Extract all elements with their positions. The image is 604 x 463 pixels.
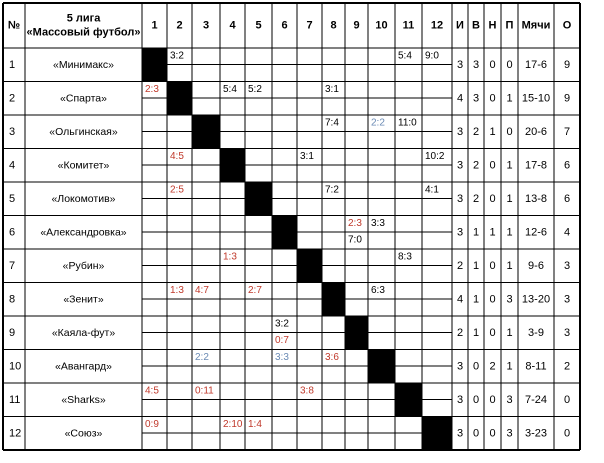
header-opponent: 7 [306, 19, 313, 32]
diagonal-cell [221, 149, 245, 182]
match-score: 1:3 [223, 251, 237, 263]
match-score: 2:3 [145, 84, 159, 95]
stat-l: 3 [506, 393, 513, 406]
stat-w: 0 [472, 393, 480, 406]
stat-l: 3 [506, 293, 513, 306]
stat-d: 0 [489, 192, 496, 205]
header-league-title: 5 лига [66, 12, 101, 25]
team-name: «Ольгинская» [49, 125, 118, 138]
match-score: 3:2 [170, 50, 184, 62]
stat-i: 3 [456, 360, 464, 373]
diagonal-cell [369, 350, 395, 383]
row-number: 2 [9, 92, 16, 105]
match-score: 2:3 [348, 218, 362, 229]
match-score: 5:4 [223, 84, 237, 95]
match-score: 11:0 [398, 117, 417, 129]
stat-d: 0 [489, 427, 496, 440]
stat-i: 4 [456, 293, 464, 306]
match-score: 7:2 [325, 184, 339, 196]
row-number: 7 [9, 259, 16, 272]
stat-d: 1 [489, 125, 496, 138]
stat-d: 0 [489, 293, 496, 306]
match-score: 3:1 [300, 151, 314, 162]
header-opponent: 9 [353, 19, 360, 32]
header-number: № [7, 19, 21, 32]
team-name: «Спарта» [60, 92, 107, 105]
team-name: «Зенит» [63, 293, 104, 306]
stat-goals: 20-6 [524, 125, 548, 138]
team-name: «Союз» [64, 427, 103, 440]
stat-l: 1 [506, 192, 513, 205]
stat-w: 2 [472, 192, 480, 205]
team-name: «Авангард» [55, 360, 112, 373]
match-score: 6:3 [371, 285, 385, 296]
team-name: «Sharks» [61, 393, 106, 406]
header-stat: Н [488, 19, 497, 32]
match-score: 3:2 [275, 318, 289, 330]
stat-w: 2 [472, 125, 480, 138]
stat-pts: 0 [563, 393, 571, 406]
stat-l: 1 [506, 259, 513, 272]
stat-i: 3 [456, 159, 464, 172]
header-opponent: 11 [402, 19, 415, 32]
stat-w: 1 [472, 293, 480, 306]
stat-l: 1 [506, 326, 513, 339]
header-opponent: 1 [151, 19, 158, 32]
stat-goals: 15-10 [521, 92, 551, 105]
header-stat: П [505, 19, 514, 32]
header-stat: И [456, 19, 464, 32]
row-number: 4 [9, 159, 16, 172]
stat-w: 1 [472, 259, 480, 272]
match-score: 2:7 [248, 285, 262, 296]
match-score: 0:9 [145, 419, 159, 430]
row-number: 3 [9, 125, 16, 138]
stat-d: 0 [489, 393, 496, 406]
match-score: 4:5 [170, 151, 184, 162]
stat-goals: 3-9 [528, 326, 544, 339]
header-opponent: 3 [202, 19, 210, 32]
match-score: 5:4 [398, 50, 412, 62]
stat-i: 3 [456, 226, 464, 239]
stat-pts: 9 [563, 92, 571, 105]
match-score: 3:3 [275, 352, 289, 363]
row-number: 11 [9, 393, 21, 406]
stat-pts: 4 [563, 226, 571, 239]
stat-pts: 2 [563, 360, 571, 373]
stat-w: 0 [472, 360, 480, 373]
stat-i: 3 [456, 427, 464, 440]
row-number: 10 [9, 360, 22, 373]
header-stat: Мячи [521, 19, 551, 32]
header-stat: В [472, 19, 480, 32]
stat-goals: 9-6 [528, 259, 544, 272]
row-number: 1 [9, 58, 16, 71]
stat-i: 3 [456, 58, 464, 71]
stat-d: 2 [489, 360, 496, 373]
stat-goals: 3-23 [524, 427, 548, 440]
stat-pts: 9 [563, 58, 571, 71]
team-name: «Каяла-фут» [51, 326, 116, 339]
match-score: 9:0 [425, 50, 439, 62]
team-name: «Александровка» [40, 226, 127, 239]
stat-i: 3 [456, 125, 464, 138]
stat-goals: 17-6 [524, 58, 548, 71]
stat-pts: 6 [563, 159, 571, 172]
stat-l: 1 [506, 159, 513, 172]
stat-pts: 3 [563, 259, 571, 272]
match-score: 4:1 [425, 184, 439, 196]
stat-w: 3 [472, 58, 480, 71]
diagonal-cell [143, 49, 167, 82]
stat-l: 0 [506, 58, 513, 71]
team-name: «Локомотив» [51, 192, 116, 205]
stat-i: 3 [456, 192, 464, 205]
match-score: 3:1 [325, 84, 339, 95]
match-score: 2:2 [195, 352, 209, 363]
match-score: 7:4 [325, 117, 339, 129]
match-score: 1:4 [248, 419, 262, 430]
match-score: 4:7 [195, 285, 209, 296]
match-score: 3:6 [325, 352, 339, 363]
stat-l: 0 [506, 125, 513, 138]
stat-d: 0 [489, 58, 496, 71]
stat-d: 0 [489, 326, 496, 339]
header-league-name: «Массовый футбол» [26, 26, 141, 39]
header-opponent: 6 [281, 19, 288, 32]
stat-goals: 12-6 [524, 226, 548, 239]
stat-w: 1 [472, 326, 480, 339]
header-opponent: 4 [229, 19, 236, 32]
match-score: 7:0 [348, 234, 362, 246]
stat-i: 2 [456, 326, 464, 339]
stat-goals: 7-24 [524, 393, 548, 406]
stat-l: 1 [506, 226, 513, 239]
stat-pts: 0 [563, 427, 571, 440]
stat-l: 3 [506, 427, 513, 440]
row-number: 12 [9, 427, 22, 440]
match-score: 4:5 [145, 385, 159, 397]
match-score: 0:11 [195, 385, 214, 397]
stat-d: 1 [489, 226, 496, 239]
row-number: 9 [9, 326, 16, 339]
match-score: 2:10 [223, 419, 243, 430]
row-number: 6 [9, 226, 16, 239]
stat-goals: 13-20 [521, 293, 551, 306]
diagonal-cell [298, 250, 322, 283]
diagonal-cell [193, 116, 220, 149]
stat-i: 3 [456, 393, 464, 406]
header-opponent: 8 [330, 19, 337, 32]
match-score: 2:2 [371, 117, 385, 129]
stat-pts: 7 [563, 125, 571, 138]
stat-w: 0 [472, 427, 480, 440]
diagonal-cell [168, 82, 192, 115]
match-score: 1:3 [170, 285, 184, 296]
team-name: «Комитет» [57, 159, 110, 172]
match-score: 8:3 [398, 251, 412, 263]
match-score: 2:5 [170, 184, 184, 196]
stat-goals: 13-8 [524, 192, 548, 205]
match-score: 3:3 [371, 218, 385, 229]
stat-goals: 17-8 [524, 159, 548, 172]
header-opponent: 12 [430, 19, 444, 32]
team-name: «Минимакс» [53, 58, 114, 71]
diagonal-cell [423, 417, 452, 450]
stat-i: 4 [456, 92, 464, 105]
row-number: 5 [9, 192, 16, 205]
diagonal-cell [246, 183, 272, 216]
stat-pts: 6 [563, 192, 571, 205]
diagonal-cell [323, 283, 345, 316]
header-opponent: 2 [176, 19, 183, 32]
diagonal-cell [346, 317, 368, 350]
match-score: 5:2 [248, 84, 262, 95]
stat-d: 0 [489, 92, 496, 105]
header-stat: О [562, 19, 572, 32]
header-opponent: 5 [255, 19, 262, 32]
diagonal-cell [273, 216, 297, 249]
team-name: «Рубин» [62, 259, 105, 272]
match-score: 3:8 [300, 385, 314, 397]
stat-pts: 3 [563, 326, 571, 339]
stat-l: 1 [506, 360, 513, 373]
diagonal-cell [396, 384, 422, 417]
stat-goals: 8-11 [525, 360, 547, 373]
row-number: 8 [9, 293, 16, 306]
stat-pts: 3 [563, 293, 571, 306]
stat-i: 2 [456, 259, 464, 272]
match-score: 10:2 [425, 151, 445, 162]
stat-d: 0 [489, 159, 496, 172]
stat-w: 1 [472, 226, 480, 239]
stat-l: 1 [506, 92, 513, 105]
match-score: 0:7 [275, 335, 289, 346]
stat-w: 3 [472, 92, 480, 105]
stat-w: 2 [472, 159, 480, 172]
header-opponent: 10 [375, 19, 388, 32]
stat-d: 0 [489, 259, 496, 272]
